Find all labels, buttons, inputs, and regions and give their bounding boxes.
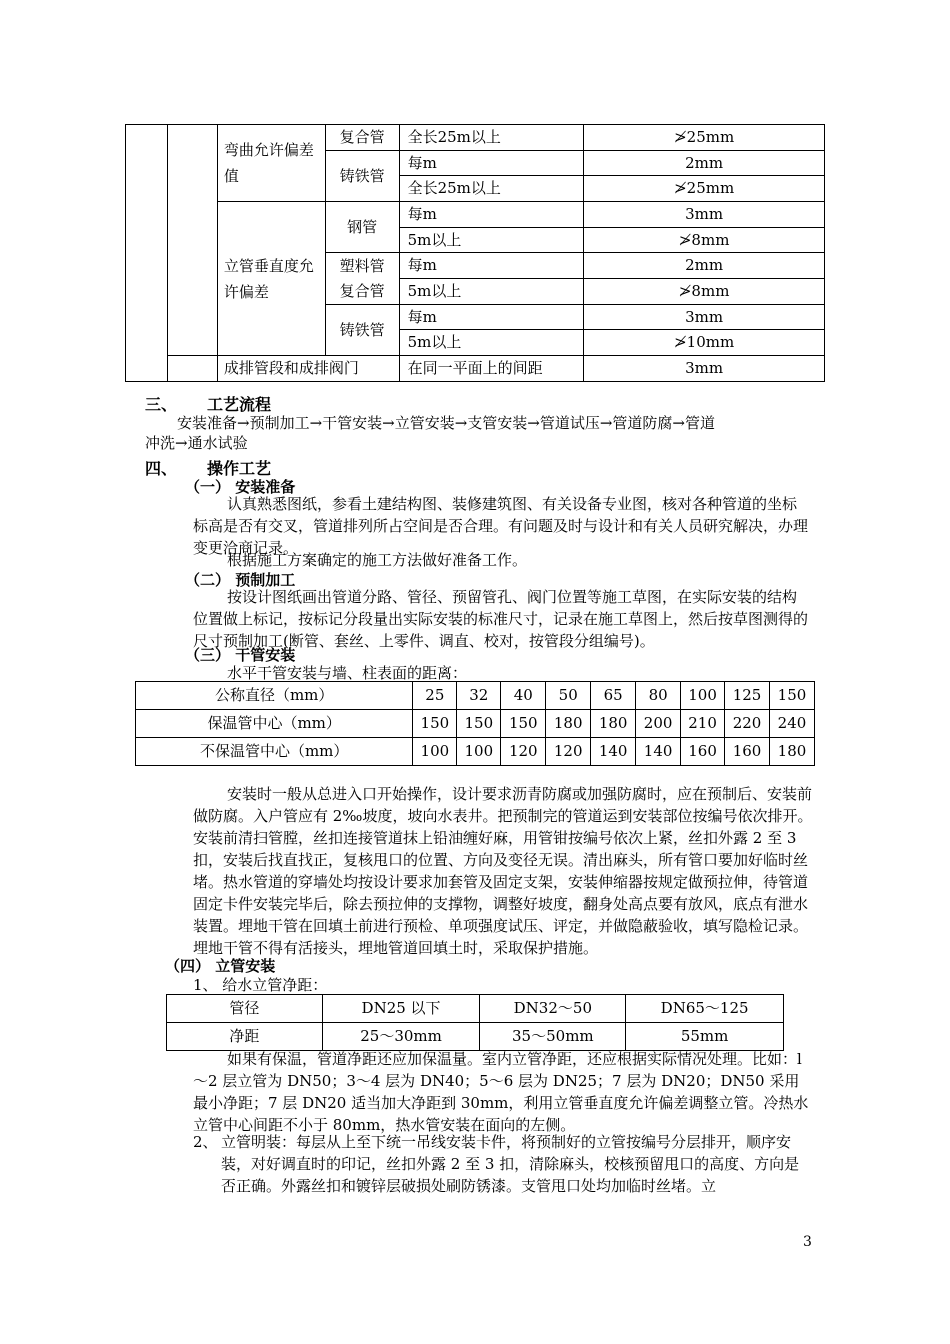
val-cell: ≯25mm xyxy=(584,176,825,202)
blank-cell xyxy=(167,356,217,382)
item-cell: 每m xyxy=(399,202,584,228)
header-cell: DN32～50 xyxy=(480,995,626,1023)
sub4-item1: 1、 给水立管净距： xyxy=(193,976,328,994)
mat-cell: 复合管 xyxy=(325,125,399,151)
header-cell: 125 xyxy=(725,682,770,710)
table-cell: 保温管中心（mm） xyxy=(136,710,413,738)
header-cell: DN25 以下 xyxy=(322,995,480,1023)
sub4-item2-paragraph: 立管明装：每层从上至下统一吊线安装卡件，将预制好的立管按编号分层排开，顺序安装，对好调直时的印记，丝扣外露 2 至 3 扣，清除麻头，校核预留甩口的高度、方向是否正确。外露丝扣和镀锌层破损处刷防锈漆。支管甩口处均加临时丝堵。立 xyxy=(221,1133,800,1195)
table-cell: 不保温管中心（mm） xyxy=(136,738,413,766)
header-cell: 25 xyxy=(413,682,457,710)
table-cell: 160 xyxy=(725,738,770,766)
table-cell: 200 xyxy=(636,710,681,738)
val-cell: ≯25mm xyxy=(584,125,825,151)
mat-cell: 铸铁管 xyxy=(325,151,399,202)
val-cell: 3mm xyxy=(584,305,825,330)
table-cell: 100 xyxy=(413,738,457,766)
table-cell: 160 xyxy=(681,738,725,766)
table-cell: 35～50mm xyxy=(480,1023,626,1051)
section4-heading: 四、 操作工艺 xyxy=(145,459,272,478)
val-cell: 2mm xyxy=(584,253,825,279)
val-cell: 3mm xyxy=(584,202,825,228)
tolerance-table xyxy=(125,124,825,382)
section3-flow-line1: 安装准备→预制加工→干管安装→立管安装→支管安装→管道试压→管道防腐→管道 xyxy=(177,414,715,432)
sub1-paragraph2: 根据施工方案确定的施工方法做好准备工作。 xyxy=(227,551,528,569)
item-cell: 5m以上 xyxy=(399,279,584,305)
table-cell: 220 xyxy=(725,710,770,738)
blank-col-2 xyxy=(167,125,217,356)
table-cell: 55mm xyxy=(626,1023,784,1051)
val-cell: ≯10mm xyxy=(584,330,825,356)
table-cell: 100 xyxy=(457,738,501,766)
sub3-intro: 水平干管安装与墙、柱表面的距离： xyxy=(227,664,468,682)
header-cell: 32 xyxy=(457,682,501,710)
table-cell: 150 xyxy=(457,710,501,738)
table-cell: 180 xyxy=(591,710,636,738)
mat-cell: 复合管 xyxy=(325,279,399,305)
section3-flow-line2: 冲洗→通水试验 xyxy=(145,434,248,452)
item-cell: 5m以上 xyxy=(399,330,584,356)
item-cell: 每m xyxy=(399,151,584,176)
mat-cell: 塑料管 xyxy=(325,253,399,279)
cat-vertical: 立管垂直度允许偏差 xyxy=(217,202,325,356)
sub1-heading: （一） 安装准备 xyxy=(185,478,296,496)
table-cell: 120 xyxy=(501,738,546,766)
header-cell: DN65～125 xyxy=(626,995,784,1023)
sub4-paragraph: 如果有保温，管道净距还应加保温量。室内立管净距，还应根据实际情况处理。比如：l～2 层立管为 DN50；3～4 层为 DN40；5～6 层为 DN25；7 层为 DN20；DN50 采用最小净距；7 层 DN20 适当加大净距到 30mm，利用立管垂直度允许偏差调整立管。冷热水立管中心间距不小于 80mm，热水管安装在面向的左侧。 xyxy=(193,1050,809,1134)
table-cell: 180 xyxy=(770,738,815,766)
table-cell: 120 xyxy=(546,738,591,766)
sub4-item2-num: 2、 xyxy=(193,1133,218,1151)
blank-col-1 xyxy=(126,125,168,382)
distance-table xyxy=(135,681,815,766)
val-cell: ≯8mm xyxy=(584,228,825,253)
sub2-heading: （二） 预制加工 xyxy=(185,571,296,589)
mat-cell: 钢管 xyxy=(325,202,399,253)
header-cell: 65 xyxy=(591,682,636,710)
table-cell: 240 xyxy=(770,710,815,738)
header-cell: 管径 xyxy=(167,995,323,1023)
header-cell: 40 xyxy=(501,682,546,710)
item-cell: 全长25m以上 xyxy=(399,176,584,202)
mat-cell: 铸铁管 xyxy=(325,305,399,356)
table-cell: 25～30mm xyxy=(322,1023,480,1051)
section3-heading: 三、 工艺流程 xyxy=(145,395,272,414)
item-cell: 全长25m以上 xyxy=(399,125,584,151)
val-cell: 3mm xyxy=(584,356,825,382)
sub4-heading: （四） 立管安装 xyxy=(165,957,276,975)
table-cell: 150 xyxy=(413,710,457,738)
sub3-heading: （三） 干管安装 xyxy=(185,646,296,664)
clearance-table xyxy=(166,994,784,1051)
header-cell: 50 xyxy=(546,682,591,710)
table-cell: 140 xyxy=(591,738,636,766)
item-cell: 每m xyxy=(399,305,584,330)
header-cell: 150 xyxy=(770,682,815,710)
item-cell: 每m xyxy=(399,253,584,279)
val-cell: 2mm xyxy=(584,151,825,176)
sub2-paragraph: 按设计图纸画出管道分路、管径、预留管孔、阀门位置等施工草图，在实际安装的结构位置做上标记，按标记分段量出实际安装的标准尺寸，记录在施工草图上，然后按草图测得的尺寸预制加工(断管、套丝、上零件、调直、校对，按管段分组编号)。 xyxy=(193,588,809,650)
header-cell: 公称直径（mm） xyxy=(136,682,413,710)
header-cell: 80 xyxy=(636,682,681,710)
table-cell: 140 xyxy=(636,738,681,766)
page-number: 3 xyxy=(803,1234,812,1250)
table-cell: 180 xyxy=(546,710,591,738)
val-cell: ≯8mm xyxy=(584,279,825,305)
cat-row: 成排管段和成排阀门 xyxy=(217,356,399,382)
table-cell: 210 xyxy=(681,710,725,738)
table-cell: 150 xyxy=(501,710,546,738)
sub1-paragraph: 认真熟悉图纸，参看土建结构图、装修建筑图、有关设备专业图，核对各种管道的坐标标高是否有交叉，管道排列所占空间是否合理。有问题及时与设计和有关人员研究解决，办理变更洽商记录。 xyxy=(193,495,809,557)
header-cell: 100 xyxy=(681,682,725,710)
item-cell: 在同一平面上的间距 xyxy=(399,356,584,382)
table-cell: 净距 xyxy=(167,1023,323,1051)
item-cell: 5m以上 xyxy=(399,228,584,253)
sub3-paragraph: 安装时一般从总进入口开始操作，设计要求沥青防腐或加强防腐时，应在预制后、安装前做防腐。入户管应有 2‰坡度，坡向水表井。把预制完的管道运到安装部位按编号依次排开。安装前清扫管膛，丝扣连接管道抹上铅油缠好麻，用管钳按编号依次上紧，丝扣外露 2 至 3 扣，安装后找直找正，复核甩口的位置、方向及变径无误。清出麻头，所有管口要加好临时丝堵。热水管道的穿墙处均按设计要求加套管及固定支架，安装伸缩器按规定做预拉伸，待管道固定卡件安装完毕后，除去预拉伸的支撑物，调整好坡度，翻身处高点要有放风，底点有泄水装置。埋地干管在回填土前进行预检、单项强度试压、评定，并做隐蔽验收，填写隐检记录。埋地干管不得有活接头，埋地管道回填土时，采取保护措施。 xyxy=(193,785,813,957)
cat-bend: 弯曲允许偏差值 xyxy=(217,125,325,202)
